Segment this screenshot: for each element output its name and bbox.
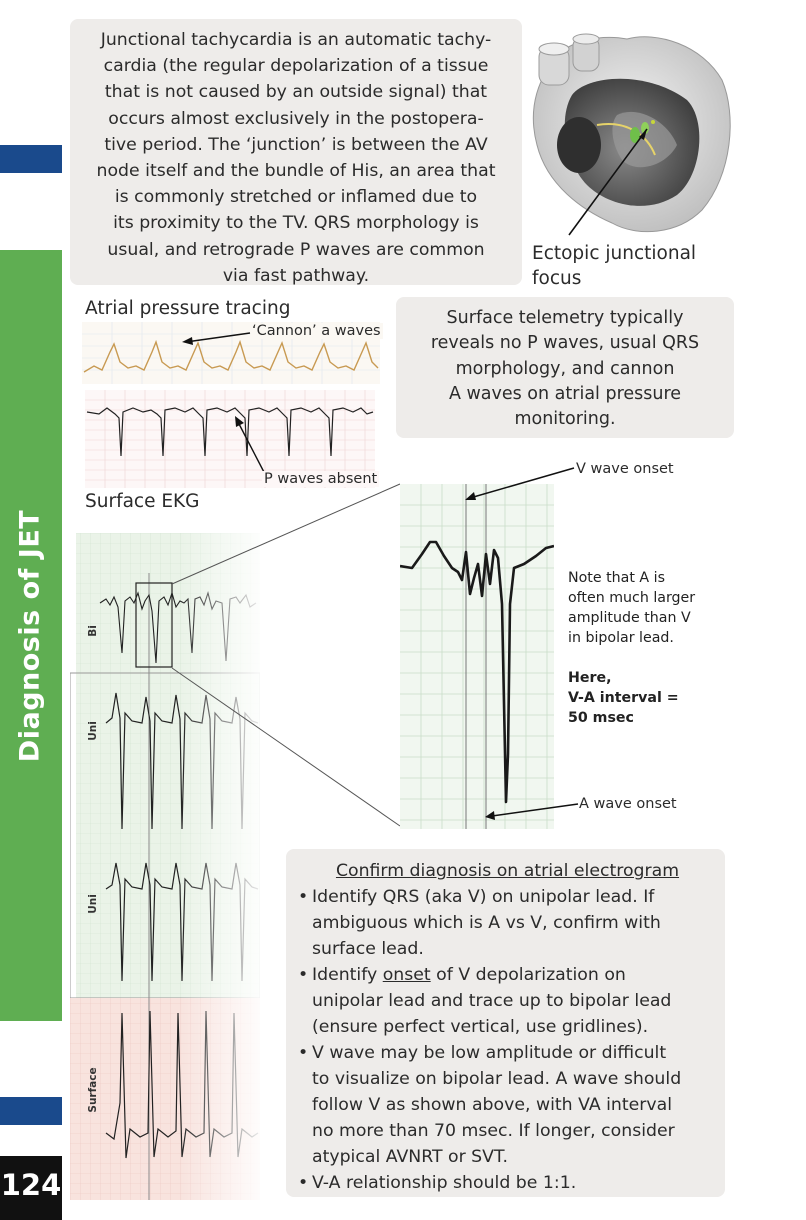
bullet-line: Identify QRS (aka V) on unipolar lead. If (312, 887, 655, 907)
bullet-dot: • (298, 1173, 309, 1193)
bipolar-note (568, 568, 695, 728)
lead-label-unipolar-1: Uni (87, 721, 99, 741)
bullet-line: atypical AVNRT or SVT. (312, 1147, 508, 1167)
chapter-title: Diagnosis of JET (14, 509, 46, 763)
intro-line: that is not caused by an outside signal) that (104, 82, 488, 103)
underlined-onset: onset (382, 965, 431, 985)
v-wave-onset-arrow (462, 464, 576, 504)
section-tab-top (0, 145, 62, 173)
bullet-item (296, 962, 719, 1040)
page-number: 124 (0, 1168, 62, 1202)
cannon-arrow (180, 330, 260, 350)
confirm-diagnosis-box (286, 849, 725, 1197)
bullet-first-rest: of V depolarization on (430, 965, 626, 985)
section-tab-bottom (0, 1097, 62, 1125)
bullet-first-line (312, 962, 719, 988)
intro-line: node itself and the bundle of His, an area that (96, 161, 496, 182)
intro-line: via fast pathway. (222, 265, 370, 286)
note-line: Note that A is (568, 570, 665, 586)
telemetry-line: A waves on atrial pressure (448, 383, 682, 404)
bullet-item (296, 1040, 719, 1170)
bullet-dot: • (298, 887, 309, 907)
bullet-item (296, 1170, 719, 1196)
surface-ekg-title: Surface EKG (85, 491, 200, 512)
bullet-line: V wave may be low amplitude or difficult (312, 1043, 667, 1063)
bullet-line: (ensure perfect vertical, use gridlines). (312, 1017, 649, 1037)
bullet-line: unipolar lead and trace up to bipolar lead (312, 991, 672, 1011)
note-line: in bipolar lead. (568, 630, 674, 646)
intro-line: is commonly stretched or inflamed due to (114, 187, 478, 208)
bullet-line: to visualize on bipolar lead. A wave should (312, 1069, 682, 1089)
bullet-lead-in: Identify (312, 965, 383, 985)
note-spacer (568, 648, 695, 668)
bullet-dot: • (298, 965, 309, 985)
bullet-dot: • (298, 1043, 309, 1063)
intro-line: occurs almost exclusively in the postopera- (108, 108, 484, 129)
bullet-line: ambiguous which is A vs V, confirm with (312, 913, 661, 933)
va-interval-line: Here, (568, 670, 612, 686)
heart-illustration (527, 25, 737, 240)
telemetry-line: reveals no P waves, usual QRS (430, 333, 700, 354)
heart-caption-line1: Ectopic junctional (532, 243, 697, 264)
zoomed-bipolar-panel (400, 484, 554, 829)
telemetry-line: monitoring. (514, 409, 616, 430)
telemetry-line: Surface telemetry typically (446, 308, 684, 328)
bullet-line: V-A relationship should be 1:1. (312, 1173, 577, 1193)
intro-line: Junctional tachycardia is an automatic tachy- (100, 30, 492, 50)
intro-line: its proximity to the TV. QRS morphology is (113, 213, 479, 234)
note-line: often much larger (568, 590, 696, 606)
va-interval-line: V-A interval = (568, 690, 679, 706)
bullet-line: follow V as shown above, with VA interval (312, 1095, 673, 1115)
lead-label-surface: Surface (87, 1067, 99, 1113)
lead-label-bipolar: Bi (87, 625, 99, 637)
bullet-line: no more than 70 msec. If longer, consider (312, 1121, 675, 1141)
p-waves-absent-label: P waves absent (264, 471, 378, 487)
bullet-item (296, 884, 719, 962)
note-line: amplitude than V (568, 610, 691, 626)
intro-line: usual, and retrograde P waves are common (107, 239, 485, 260)
telemetry-line: morphology, and cannon (455, 358, 675, 379)
zoom-connector-lines (170, 480, 410, 830)
a-wave-onset-label: A wave onset (579, 796, 677, 812)
va-interval-line: 50 msec (568, 710, 634, 726)
bullet-line: surface lead. (312, 939, 424, 959)
v-wave-onset-label: V wave onset (576, 461, 674, 477)
atrial-tracing-title: Atrial pressure tracing (85, 298, 291, 319)
heart-caption-line2: focus (532, 268, 582, 289)
a-wave-onset-arrow (482, 798, 580, 822)
lead-label-unipolar-2: Uni (87, 894, 99, 914)
cannon-waves-label: ‘Cannon’ a waves (252, 323, 381, 339)
telemetry-text-box (396, 297, 734, 438)
intro-line: tive period. The ‘junction’ is between the AV (104, 134, 488, 155)
intro-line: cardia (the regular depolarization of a tissue (103, 56, 489, 77)
intro-text-box (70, 19, 522, 285)
confirm-title: Confirm diagnosis on atrial electrogram (335, 861, 680, 881)
